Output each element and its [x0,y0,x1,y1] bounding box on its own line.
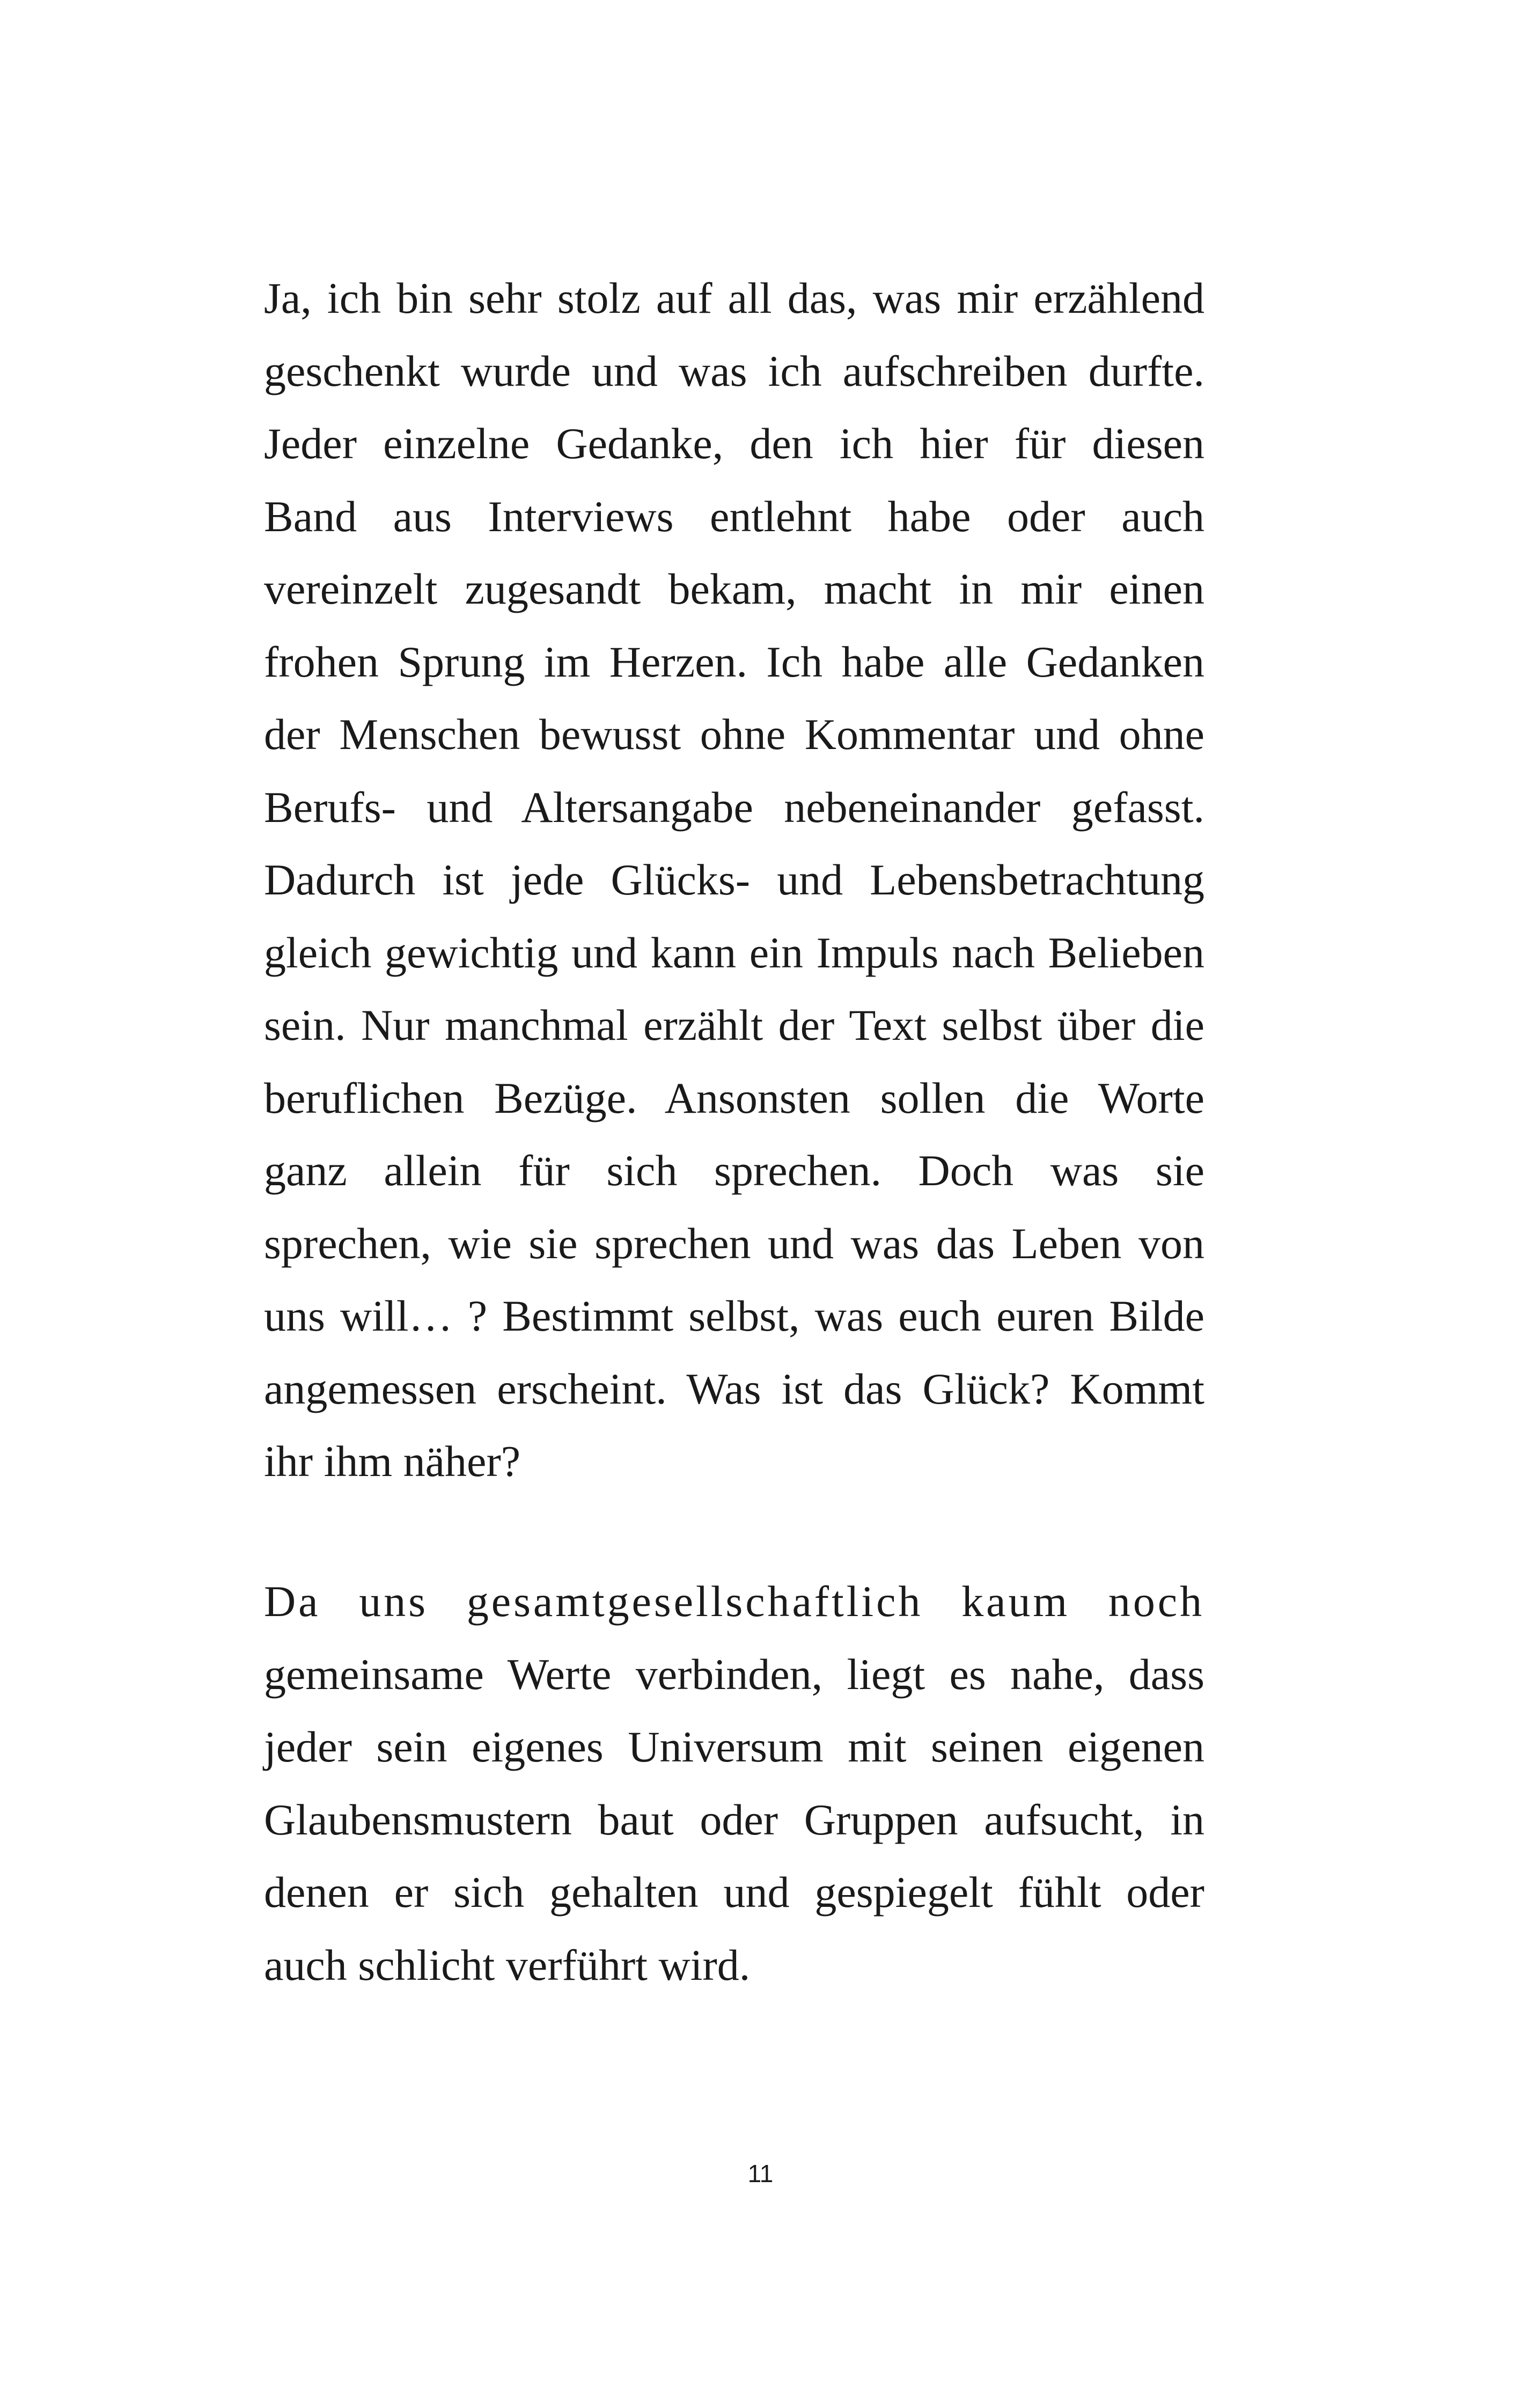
text-line: ganz allein für sich sprechen. Doch was sie [264,1146,1204,1195]
text-line: sein. Nur manchmal erzählt der Text selbst über die [264,1001,1204,1049]
text-line: denen er sich gehalten und gespiegelt fühlt oder [264,1868,1204,1917]
text-line: sprechen, wie sie sprechen und was das Leben von [264,1218,1204,1268]
text-line: Berufs- und Altersangabe nebeneinander gefasst. [264,782,1204,832]
text-line: Glaubensmustern baut oder Gruppen aufsucht, in [264,1795,1204,1844]
paragraph-1 [264,262,1204,1498]
text-line: uns will… ? Bestimmt selbst, was euch euren Bilde [264,1291,1204,1340]
text-line: Jeder einzelne Gedanke, den ich hier für diesen [264,419,1204,468]
text-line: auch schlicht verführt wird. [264,1940,751,1989]
text-line: angemessen erscheint. Was ist das Glück? Kommt [264,1364,1204,1413]
text-line: gleich gewichtig und kann ein Impuls nach Belieben [264,928,1204,977]
text-line: beruflichen Bezüge. Ansonsten sollen die Worte [264,1073,1204,1122]
text-line: gemeinsame Werte verbinden, liegt es nahe, dass [264,1649,1204,1699]
text-line: jeder sein eigenes Universum mit seinen eigenen [264,1722,1204,1771]
text-line: frohen Sprung im Herzen. Ich habe alle Gedanken [264,637,1204,686]
paragraph-2 [264,1565,1204,2001]
text-line: Dadurch ist jede Glücks- und Lebensbetrachtung [264,855,1204,904]
text-line: vereinzelt zugesandt bekam, macht in mir einen [264,564,1204,613]
text-line: ihr ihm näher? [264,1437,521,1486]
text-line: Ja, ich bin sehr stolz auf all das, was mir erzählend [264,274,1204,322]
text-line: geschenkt wurde und was ich aufschreiben durfte. [264,346,1204,395]
page-number: 11 [747,2160,774,2187]
text-line: der Menschen bewusst ohne Kommentar und ohne [264,710,1204,759]
text-line: Band aus Interviews entlehnt habe oder auch [264,491,1204,541]
text-line: Da uns gesamtgesellschaftlich kaum noch [264,1577,1204,1626]
